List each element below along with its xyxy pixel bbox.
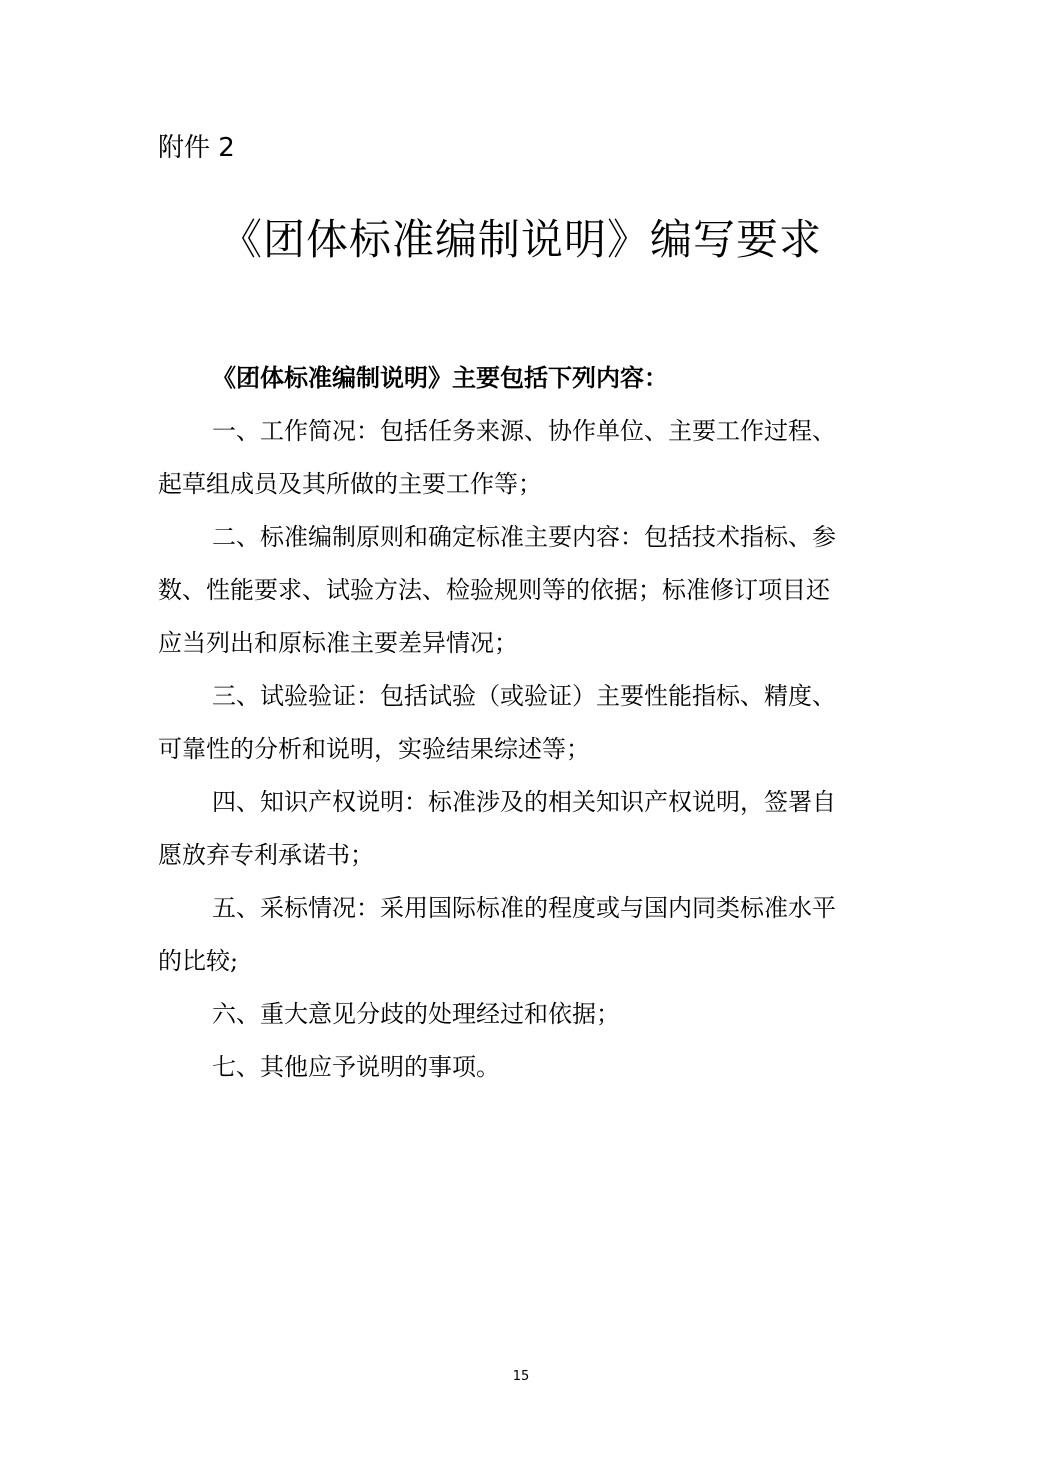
text-line: 应当列出和原标准主要差异情况； — [158, 629, 518, 657]
list-item-4 — [158, 776, 888, 882]
text-line: 一、工作简况：包括任务来源、协作单位、主要工作过程、 — [212, 417, 836, 445]
list-item-7 — [158, 1041, 888, 1094]
text-line: 六、重大意见分歧的处理经过和依据； — [212, 1000, 620, 1028]
text-line: 的比较; — [158, 947, 239, 975]
intro-heading: 《团体标准编制说明》主要包括下列内容： — [212, 364, 668, 392]
text-line: 三、试验验证：包括试验（或验证）主要性能指标、精度、 — [212, 682, 836, 710]
list-item-3 — [158, 670, 888, 776]
text-line: 数、性能要求、试验方法、检验规则等的依据；标准修订项目还 — [158, 576, 830, 604]
list-item-1 — [158, 405, 888, 511]
text-line: 七、其他应予说明的事项。 — [212, 1053, 500, 1081]
text-line: 五、采标情况：采用国际标准的程度或与国内同类标准水平 — [212, 894, 836, 922]
text-line: 愿放弃专利承诺书； — [158, 841, 374, 869]
text-line: 起草组成员及其所做的主要工作等； — [158, 470, 542, 498]
list-item-5 — [158, 882, 888, 988]
document-title: 《团体标准编制说明》编写要求 — [219, 215, 822, 264]
list-item-2 — [158, 511, 888, 670]
text-line: 可靠性的分析和说明，实验结果综述等； — [158, 735, 590, 763]
document-body — [158, 352, 888, 1094]
text-line: 二、标准编制原则和确定标准主要内容：包括技术指标、参 — [212, 523, 836, 551]
text-line: 四、知识产权说明：标准涉及的相关知识产权说明，签署自 — [212, 788, 836, 816]
attachment-label: 附件 2 — [158, 133, 235, 163]
page-number: 15 — [512, 1369, 530, 1384]
list-item-6 — [158, 988, 888, 1041]
